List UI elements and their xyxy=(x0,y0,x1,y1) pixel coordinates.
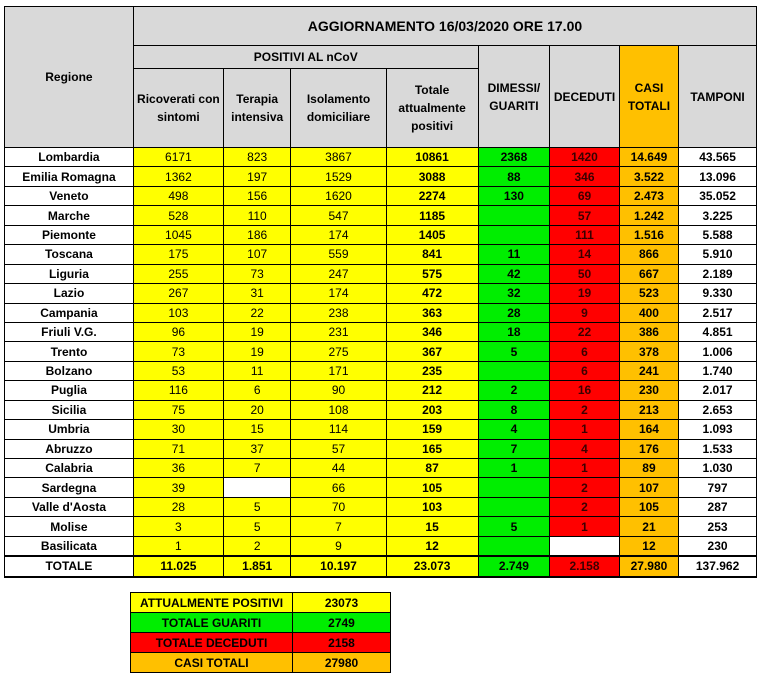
cell-regione: Toscana xyxy=(5,245,134,264)
cell-dimessi: 5 xyxy=(478,517,550,536)
summary-row xyxy=(131,613,391,633)
cell-regione: Piemonte xyxy=(5,225,134,244)
cell-casi: 213 xyxy=(619,400,678,419)
cell-tamponi: 35.052 xyxy=(679,186,757,205)
cell-ricoverati: 498 xyxy=(133,186,223,205)
cell-regione: Emilia Romagna xyxy=(5,167,134,186)
cell-deceduti: 2 xyxy=(550,400,620,419)
cell-tamponi: 3.225 xyxy=(679,206,757,225)
cell-terapia: 197 xyxy=(223,167,291,186)
table-row xyxy=(5,478,757,497)
header-dimessi: DIMESSI/ GUARITI xyxy=(478,46,550,148)
cell-isolamento: 9 xyxy=(291,536,386,556)
cell-tamponi: 1.006 xyxy=(679,342,757,361)
cell-tamponi: 253 xyxy=(679,517,757,536)
cell-regione: Bolzano xyxy=(5,361,134,380)
cell-deceduti: 22 xyxy=(550,322,620,341)
cell-isolamento: 57 xyxy=(291,439,386,458)
cell-casi: 105 xyxy=(619,497,678,516)
cell-terapia: 19 xyxy=(223,342,291,361)
cell-terapia: 37 xyxy=(223,439,291,458)
cell-terapia: 823 xyxy=(223,148,291,167)
cell-tamponi: 43.565 xyxy=(679,148,757,167)
cell-deceduti: 19 xyxy=(550,284,620,303)
cell-terapia xyxy=(223,478,291,497)
cell-deceduti: 111 xyxy=(550,225,620,244)
cell-regione: Veneto xyxy=(5,186,134,205)
cell-dimessi: 4 xyxy=(478,420,550,439)
cell-deceduti: 57 xyxy=(550,206,620,225)
cell-isolamento: 547 xyxy=(291,206,386,225)
cell-casi: 164 xyxy=(619,420,678,439)
summary-row xyxy=(131,593,391,613)
cell-terapia: 6 xyxy=(223,381,291,400)
totals-row xyxy=(5,556,757,576)
cell-ricoverati: 6171 xyxy=(133,148,223,167)
cell-isolamento: 238 xyxy=(291,303,386,322)
total-ricoverati: 11.025 xyxy=(133,556,223,576)
header-terapia: Terapia intensiva xyxy=(223,69,291,148)
table-row xyxy=(5,186,757,205)
cell-totale: 103 xyxy=(386,497,478,516)
header-isolamento: Isolamento domiciliare xyxy=(291,69,386,148)
summary-value: 27980 xyxy=(293,653,391,673)
table-row xyxy=(5,264,757,283)
cell-totale: 212 xyxy=(386,381,478,400)
cell-ricoverati: 267 xyxy=(133,284,223,303)
cell-regione: Basilicata xyxy=(5,536,134,556)
cell-deceduti: 2 xyxy=(550,478,620,497)
cell-regione: Umbria xyxy=(5,420,134,439)
cell-tamponi: 1.740 xyxy=(679,361,757,380)
cell-isolamento: 174 xyxy=(291,284,386,303)
cell-tamponi: 5.588 xyxy=(679,225,757,244)
cell-totale: 203 xyxy=(386,400,478,419)
cell-ricoverati: 255 xyxy=(133,264,223,283)
cell-dimessi xyxy=(478,497,550,516)
table-row xyxy=(5,167,757,186)
table-row xyxy=(5,342,757,361)
cell-terapia: 20 xyxy=(223,400,291,419)
cell-terapia: 22 xyxy=(223,303,291,322)
cell-casi: 3.522 xyxy=(619,167,678,186)
cell-isolamento: 108 xyxy=(291,400,386,419)
cell-dimessi: 1 xyxy=(478,459,550,478)
cell-dimessi: 18 xyxy=(478,322,550,341)
cell-dimessi: 32 xyxy=(478,284,550,303)
cell-isolamento: 174 xyxy=(291,225,386,244)
table-row xyxy=(5,303,757,322)
summary-label: CASI TOTALI xyxy=(131,653,293,673)
cell-casi: 107 xyxy=(619,478,678,497)
cell-dimessi: 130 xyxy=(478,186,550,205)
cell-deceduti: 346 xyxy=(550,167,620,186)
cell-regione: Valle d'Aosta xyxy=(5,497,134,516)
cell-regione: Friuli V.G. xyxy=(5,322,134,341)
table-row xyxy=(5,361,757,380)
cell-totale: 2274 xyxy=(386,186,478,205)
table-body xyxy=(5,148,757,577)
cell-tamponi: 9.330 xyxy=(679,284,757,303)
cell-totale: 235 xyxy=(386,361,478,380)
cell-totale: 346 xyxy=(386,322,478,341)
total-regione: TOTALE xyxy=(5,556,134,576)
cell-terapia: 31 xyxy=(223,284,291,303)
cell-dimessi: 28 xyxy=(478,303,550,322)
cell-tamponi: 4.851 xyxy=(679,322,757,341)
cell-tamponi: 1.093 xyxy=(679,420,757,439)
cell-totale: 159 xyxy=(386,420,478,439)
cell-totale: 367 xyxy=(386,342,478,361)
cell-isolamento: 114 xyxy=(291,420,386,439)
cell-isolamento: 90 xyxy=(291,381,386,400)
table-row xyxy=(5,459,757,478)
cell-casi: 241 xyxy=(619,361,678,380)
cell-totale: 841 xyxy=(386,245,478,264)
cell-deceduti: 69 xyxy=(550,186,620,205)
cell-deceduti xyxy=(550,536,620,556)
summary-value: 2158 xyxy=(293,633,391,653)
cell-regione: Liguria xyxy=(5,264,134,283)
cell-dimessi: 5 xyxy=(478,342,550,361)
cell-terapia: 5 xyxy=(223,497,291,516)
cell-casi: 386 xyxy=(619,322,678,341)
page-title: AGGIORNAMENTO 16/03/2020 ORE 17.00 xyxy=(133,7,756,46)
cell-tamponi: 1.533 xyxy=(679,439,757,458)
summary-value: 2749 xyxy=(293,613,391,633)
table-row xyxy=(5,420,757,439)
cell-isolamento: 275 xyxy=(291,342,386,361)
cell-dimessi: 2368 xyxy=(478,148,550,167)
cell-casi: 523 xyxy=(619,284,678,303)
cell-tamponi: 13.096 xyxy=(679,167,757,186)
summary-row xyxy=(131,633,391,653)
cell-tamponi: 2.653 xyxy=(679,400,757,419)
table-row xyxy=(5,225,757,244)
cell-tamponi: 230 xyxy=(679,536,757,556)
cell-regione: Lombardia xyxy=(5,148,134,167)
cell-regione: Abruzzo xyxy=(5,439,134,458)
total-totale: 23.073 xyxy=(386,556,478,576)
total-tamponi: 137.962 xyxy=(679,556,757,576)
cell-dimessi: 8 xyxy=(478,400,550,419)
cell-terapia: 2 xyxy=(223,536,291,556)
cell-regione: Campania xyxy=(5,303,134,322)
cell-dimessi xyxy=(478,225,550,244)
cell-dimessi: 2 xyxy=(478,381,550,400)
cell-ricoverati: 75 xyxy=(133,400,223,419)
cell-deceduti: 6 xyxy=(550,361,620,380)
cell-isolamento: 3867 xyxy=(291,148,386,167)
cell-isolamento: 44 xyxy=(291,459,386,478)
cell-deceduti: 1 xyxy=(550,517,620,536)
cell-terapia: 107 xyxy=(223,245,291,264)
cell-totale: 12 xyxy=(386,536,478,556)
cell-terapia: 11 xyxy=(223,361,291,380)
covid-regional-table xyxy=(4,6,757,578)
cell-dimessi: 42 xyxy=(478,264,550,283)
table-row xyxy=(5,206,757,225)
cell-casi: 14.649 xyxy=(619,148,678,167)
header-totale-positivi: Totale attualmente positivi xyxy=(386,69,478,148)
cell-dimessi xyxy=(478,206,550,225)
summary-label: TOTALE GUARITI xyxy=(131,613,293,633)
header-positivi-group: POSITIVI AL nCoV xyxy=(133,46,478,69)
cell-totale: 105 xyxy=(386,478,478,497)
summary-value: 23073 xyxy=(293,593,391,613)
header-regione: Regione xyxy=(5,7,134,148)
cell-dimessi xyxy=(478,361,550,380)
summary-label: TOTALE DECEDUTI xyxy=(131,633,293,653)
cell-casi: 400 xyxy=(619,303,678,322)
cell-isolamento: 171 xyxy=(291,361,386,380)
table-row xyxy=(5,284,757,303)
cell-isolamento: 70 xyxy=(291,497,386,516)
cell-isolamento: 66 xyxy=(291,478,386,497)
cell-terapia: 5 xyxy=(223,517,291,536)
cell-ricoverati: 1 xyxy=(133,536,223,556)
total-isolamento: 10.197 xyxy=(291,556,386,576)
summary-label: ATTUALMENTE POSITIVI xyxy=(131,593,293,613)
cell-regione: Marche xyxy=(5,206,134,225)
cell-regione: Puglia xyxy=(5,381,134,400)
cell-deceduti: 4 xyxy=(550,439,620,458)
cell-casi: 12 xyxy=(619,536,678,556)
cell-totale: 3088 xyxy=(386,167,478,186)
table-row xyxy=(5,517,757,536)
cell-tamponi: 2.189 xyxy=(679,264,757,283)
cell-regione: Lazio xyxy=(5,284,134,303)
cell-totale: 575 xyxy=(386,264,478,283)
cell-casi: 21 xyxy=(619,517,678,536)
cell-ricoverati: 73 xyxy=(133,342,223,361)
cell-dimessi: 7 xyxy=(478,439,550,458)
cell-ricoverati: 1362 xyxy=(133,167,223,186)
header-ricoverati: Ricoverati con sintomi xyxy=(133,69,223,148)
cell-casi: 866 xyxy=(619,245,678,264)
cell-dimessi: 88 xyxy=(478,167,550,186)
cell-casi: 1.242 xyxy=(619,206,678,225)
total-dimessi: 2.749 xyxy=(478,556,550,576)
cell-terapia: 110 xyxy=(223,206,291,225)
cell-deceduti: 16 xyxy=(550,381,620,400)
cell-ricoverati: 39 xyxy=(133,478,223,497)
cell-ricoverati: 36 xyxy=(133,459,223,478)
cell-deceduti: 14 xyxy=(550,245,620,264)
cell-totale: 87 xyxy=(386,459,478,478)
cell-regione: Sardegna xyxy=(5,478,134,497)
cell-tamponi: 797 xyxy=(679,478,757,497)
cell-ricoverati: 71 xyxy=(133,439,223,458)
cell-isolamento: 231 xyxy=(291,322,386,341)
cell-casi: 2.473 xyxy=(619,186,678,205)
cell-casi: 89 xyxy=(619,459,678,478)
cell-terapia: 156 xyxy=(223,186,291,205)
cell-ricoverati: 96 xyxy=(133,322,223,341)
cell-regione: Calabria xyxy=(5,459,134,478)
cell-deceduti: 1 xyxy=(550,459,620,478)
header-casi-totali: CASI TOTALI xyxy=(619,46,678,148)
cell-dimessi xyxy=(478,478,550,497)
cell-deceduti: 2 xyxy=(550,497,620,516)
cell-totale: 10861 xyxy=(386,148,478,167)
cell-tamponi: 287 xyxy=(679,497,757,516)
cell-casi: 378 xyxy=(619,342,678,361)
cell-terapia: 186 xyxy=(223,225,291,244)
cell-isolamento: 1529 xyxy=(291,167,386,186)
cell-ricoverati: 1045 xyxy=(133,225,223,244)
cell-totale: 1405 xyxy=(386,225,478,244)
total-deceduti: 2.158 xyxy=(550,556,620,576)
cell-ricoverati: 30 xyxy=(133,420,223,439)
cell-casi: 230 xyxy=(619,381,678,400)
table-row xyxy=(5,536,757,556)
cell-casi: 667 xyxy=(619,264,678,283)
cell-terapia: 19 xyxy=(223,322,291,341)
cell-isolamento: 7 xyxy=(291,517,386,536)
cell-regione: Trento xyxy=(5,342,134,361)
cell-ricoverati: 53 xyxy=(133,361,223,380)
cell-terapia: 7 xyxy=(223,459,291,478)
cell-casi: 1.516 xyxy=(619,225,678,244)
table-row xyxy=(5,497,757,516)
summary-row xyxy=(131,653,391,673)
cell-ricoverati: 116 xyxy=(133,381,223,400)
cell-dimessi xyxy=(478,536,550,556)
cell-tamponi: 2.517 xyxy=(679,303,757,322)
cell-isolamento: 247 xyxy=(291,264,386,283)
table-row xyxy=(5,245,757,264)
cell-regione: Sicilia xyxy=(5,400,134,419)
cell-isolamento: 1620 xyxy=(291,186,386,205)
cell-tamponi: 5.910 xyxy=(679,245,757,264)
cell-ricoverati: 103 xyxy=(133,303,223,322)
table-row xyxy=(5,400,757,419)
cell-totale: 472 xyxy=(386,284,478,303)
cell-tamponi: 1.030 xyxy=(679,459,757,478)
cell-terapia: 15 xyxy=(223,420,291,439)
cell-isolamento: 559 xyxy=(291,245,386,264)
cell-totale: 165 xyxy=(386,439,478,458)
cell-deceduti: 9 xyxy=(550,303,620,322)
header-tamponi: TAMPONI xyxy=(679,46,757,148)
cell-deceduti: 1 xyxy=(550,420,620,439)
cell-totale: 15 xyxy=(386,517,478,536)
cell-regione: Molise xyxy=(5,517,134,536)
table-row xyxy=(5,322,757,341)
table-row xyxy=(5,439,757,458)
cell-dimessi: 11 xyxy=(478,245,550,264)
cell-deceduti: 50 xyxy=(550,264,620,283)
cell-ricoverati: 175 xyxy=(133,245,223,264)
cell-casi: 176 xyxy=(619,439,678,458)
total-terapia: 1.851 xyxy=(223,556,291,576)
cell-deceduti: 6 xyxy=(550,342,620,361)
header-deceduti: DECEDUTI xyxy=(550,46,620,148)
table-row xyxy=(5,381,757,400)
summary-table xyxy=(130,592,391,673)
cell-deceduti: 1420 xyxy=(550,148,620,167)
table-row xyxy=(5,148,757,167)
cell-totale: 363 xyxy=(386,303,478,322)
cell-ricoverati: 528 xyxy=(133,206,223,225)
cell-totale: 1185 xyxy=(386,206,478,225)
cell-ricoverati: 28 xyxy=(133,497,223,516)
cell-ricoverati: 3 xyxy=(133,517,223,536)
total-casi: 27.980 xyxy=(619,556,678,576)
cell-terapia: 73 xyxy=(223,264,291,283)
cell-tamponi: 2.017 xyxy=(679,381,757,400)
